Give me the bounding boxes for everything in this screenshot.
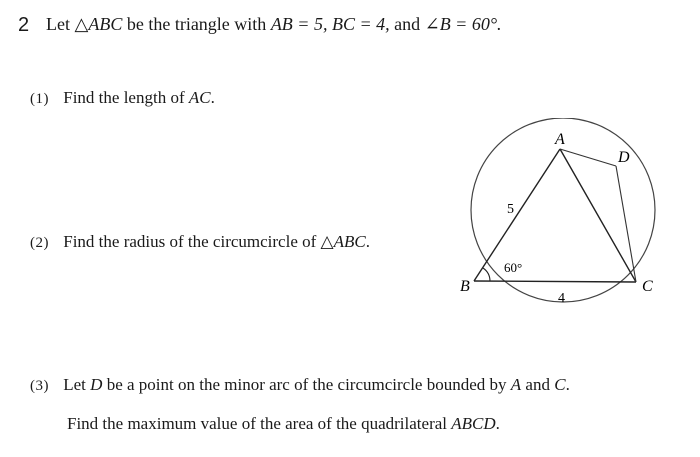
part-3-label: (3) bbox=[30, 378, 49, 394]
angle-arc-b bbox=[483, 268, 490, 281]
part-3-line2-prefix: Find the maximum value of the area of the quadrilateral bbox=[67, 414, 448, 433]
statement-cond-ab: AB = 5, bbox=[270, 14, 328, 34]
part-1 bbox=[30, 88, 215, 109]
part-2 bbox=[30, 232, 370, 253]
part-1-text: Find the length of bbox=[63, 88, 185, 107]
part-3-line-1 bbox=[30, 375, 570, 396]
part-3-line-2 bbox=[67, 414, 500, 434]
angle-label-b: 60° bbox=[504, 260, 523, 275]
part-3-math-c: C bbox=[554, 375, 566, 394]
part-3-line1-and: and bbox=[525, 375, 550, 394]
point-label-a: A bbox=[555, 131, 565, 148]
part-3-line1-suffix: . bbox=[565, 375, 570, 394]
statement-mid: be the triangle with bbox=[126, 14, 267, 34]
part-3-line2-suffix: . bbox=[495, 414, 500, 433]
part-2-math: △ABC bbox=[320, 232, 366, 251]
problem-statement bbox=[46, 14, 502, 34]
statement-and: and bbox=[394, 14, 421, 34]
geometry-figure bbox=[450, 118, 670, 348]
part-1-math: AC bbox=[188, 88, 211, 107]
point-label-b: B bbox=[460, 278, 470, 295]
side-label-bc: 4 bbox=[558, 291, 565, 306]
point-label-d: D bbox=[618, 149, 630, 166]
problem-number: 2 bbox=[18, 14, 30, 36]
part-3-line1-mid: be a point on the minor arc of the circumcircle bounded by bbox=[106, 375, 507, 394]
side-label-ab: 5 bbox=[507, 202, 514, 217]
statement-cond-bc: BC = 4, bbox=[331, 14, 390, 34]
part-2-suffix: . bbox=[365, 232, 370, 251]
part-1-suffix: . bbox=[210, 88, 215, 107]
segment-bc bbox=[474, 281, 636, 282]
statement-triangle: △ABC bbox=[74, 14, 123, 34]
part-3-math-d: D bbox=[90, 375, 103, 394]
statement-prefix: Let bbox=[46, 14, 70, 34]
statement-cond-angle: ∠B = 60°. bbox=[424, 14, 502, 34]
part-3-math-abcd: ABCD bbox=[451, 414, 496, 433]
point-label-c: C bbox=[642, 278, 653, 295]
part-3-line1-prefix: Let bbox=[63, 375, 86, 394]
part-2-label: (2) bbox=[30, 235, 49, 251]
part-3-math-a: A bbox=[510, 375, 522, 394]
part-1-label: (1) bbox=[30, 91, 49, 107]
part-2-text: Find the radius of the circumcircle of bbox=[63, 232, 317, 251]
